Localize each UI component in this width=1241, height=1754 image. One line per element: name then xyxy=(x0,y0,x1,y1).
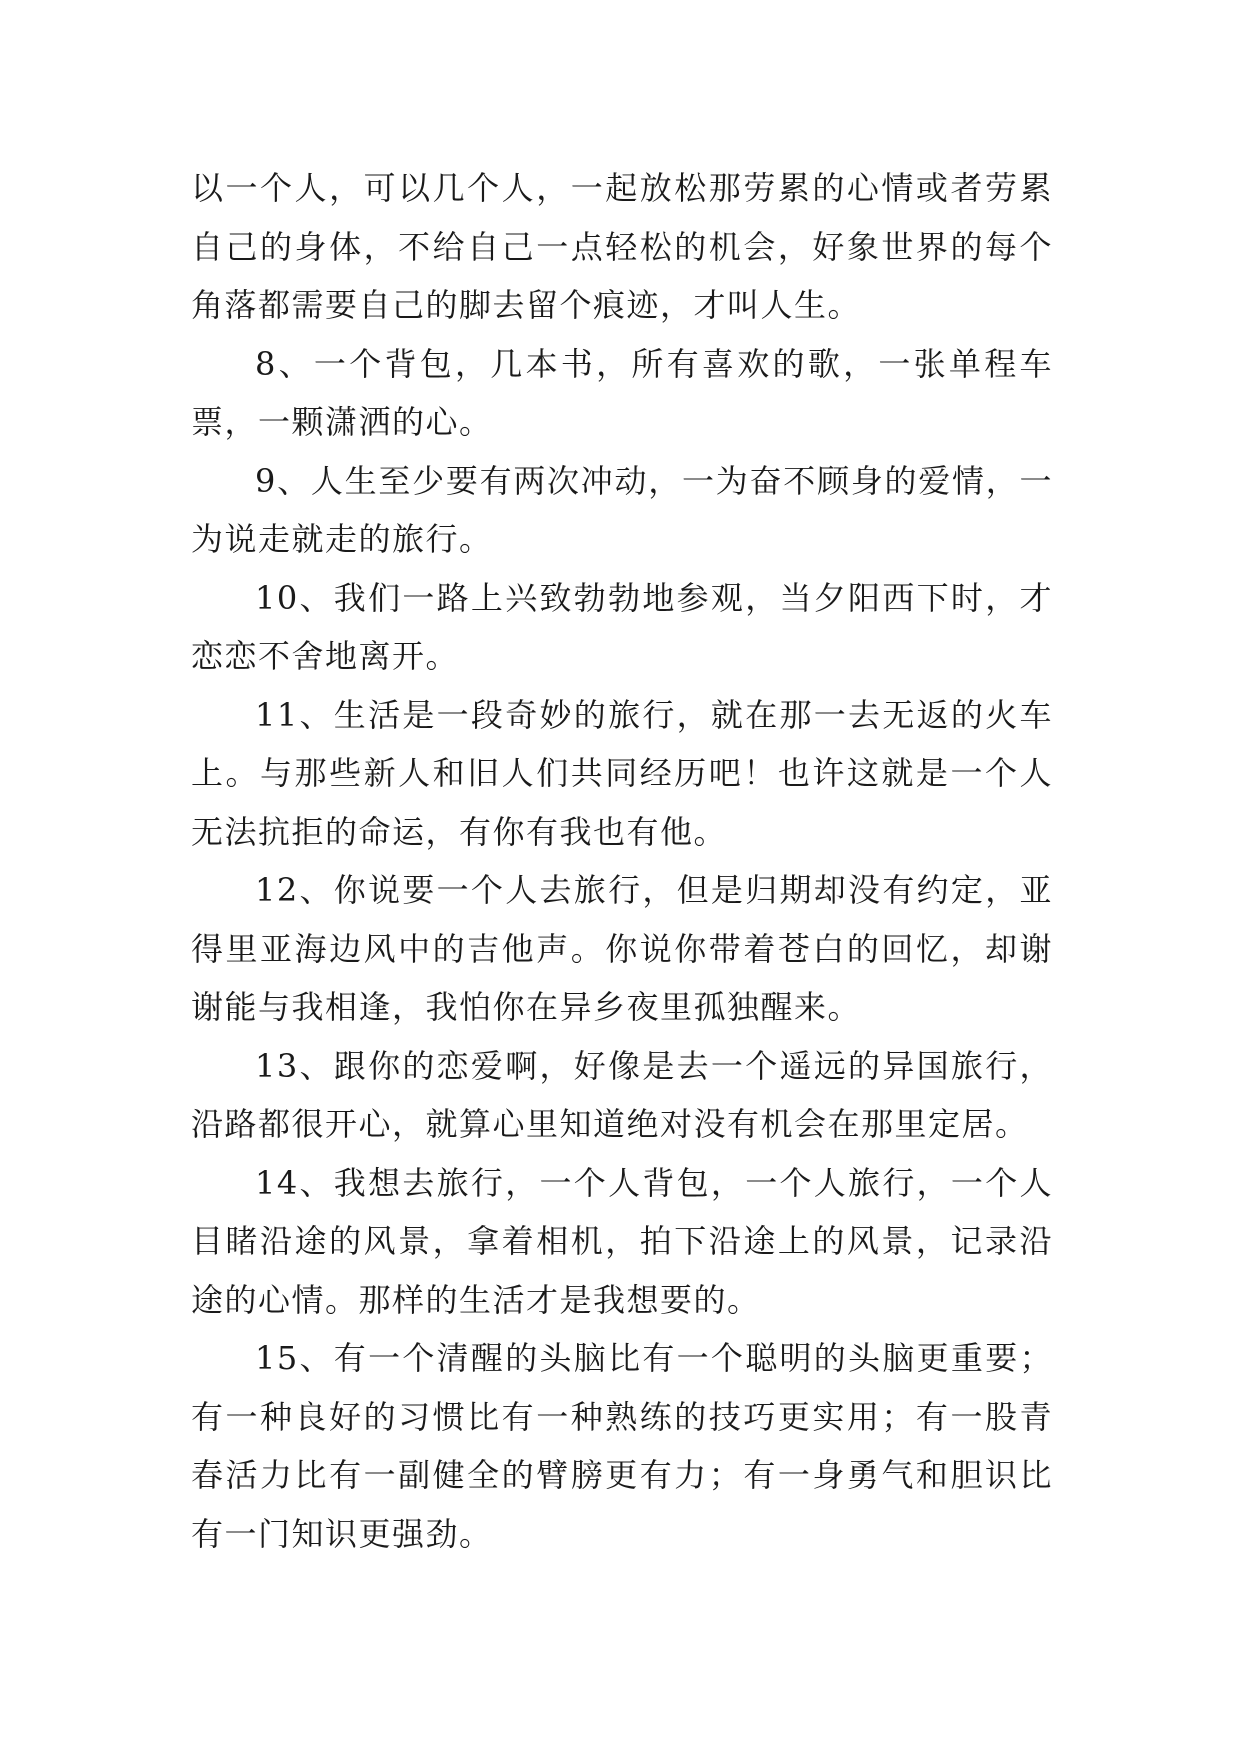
paragraph-item-10: 10、我们一路上兴致勃勃地参观，当夕阳西下时，才恋恋不舍地离开。 xyxy=(191,578,1053,675)
paragraph-item-8: 8、一个背包，几本书，所有喜欢的歌，一张单程车票，一颗潇洒的心。 xyxy=(191,344,1053,441)
paragraph-item-9: 9、人生至少要有两次冲动，一为奋不顾身的爱情，一为说走就走的旅行。 xyxy=(191,461,1053,558)
paragraph-item-11: 11、生活是一段奇妙的旅行，就在那一去无返的火车上。与那些新人和旧人们共同经历吧！也许这就是一个人无法抗拒的命运，有你有我也有他。 xyxy=(191,695,1053,851)
paragraph-item-15: 15、有一个清醒的头脑比有一个聪明的头脑更重要；有一种良好的习惯比有一种熟练的技巧更实用；有一股青春活力比有一副健全的臂膀更有力；有一身勇气和胆识比有一门知识更强劲。 xyxy=(191,1339,1053,1553)
paragraph-continuation: 以一个人，可以几个人，一起放松那劳累的心情或者劳累自己的身体，不给自己一点轻松的机会，好象世界的每个角落都需要自己的脚去留个痕迹，才叫人生。 xyxy=(191,169,1053,324)
document-body xyxy=(191,159,1053,1563)
paragraph-item-13: 13、跟你的恋爱啊，好像是去一个遥远的异国旅行，沿路都很开心，就算心里知道绝对没有机会在那里定居。 xyxy=(191,1046,1053,1143)
paragraph-item-12: 12、你说要一个人去旅行，但是归期却没有约定，亚得里亚海边风中的吉他声。你说你带着苍白的回忆，却谢谢能与我相逢，我怕你在异乡夜里孤独醒来。 xyxy=(191,871,1053,1026)
paragraph-item-14: 14、我想去旅行，一个人背包，一个人旅行，一个人目睹沿途的风景，拿着相机，拍下沿途上的风景，记录沿途的心情。那样的生活才是我想要的。 xyxy=(191,1163,1053,1319)
